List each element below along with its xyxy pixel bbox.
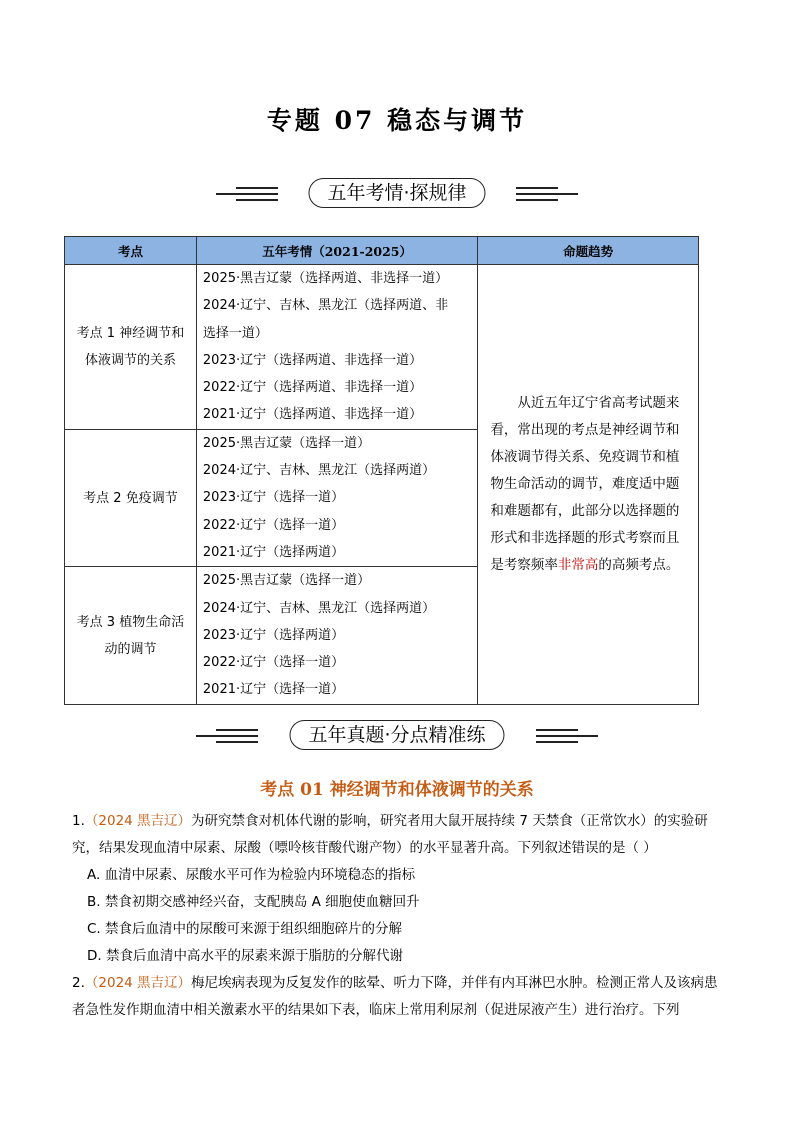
year-line: 2025·黑吉辽蒙（选择两道、非选择一道） (202, 271, 449, 286)
question-source: （2024 黑吉辽） (84, 813, 192, 829)
option-b: B. 禁食初期交感神经兴奋，支配胰岛 A 细胞使血糖回升 (87, 894, 420, 910)
exam-overview-table (64, 236, 699, 705)
year-line: 2021·辽宁（选择两道） (202, 544, 345, 560)
topic-label: 考点 1 神经调节和体液调节的关系 (76, 325, 185, 368)
table-row (65, 265, 699, 430)
question-number: 2. (72, 975, 85, 991)
year-line: 2021·辽宁（选择两道、非选择一道） (202, 407, 423, 423)
banner-label: 五年考情·探规律 (308, 178, 485, 208)
question-2 (72, 970, 724, 1024)
banner-right-decoration (516, 183, 578, 203)
trend-cell (478, 265, 699, 705)
option-a: A. 血清中尿素、尿酸水平可作为检验内环境稳态的指标 (87, 867, 416, 883)
question-number: 1. (72, 813, 85, 829)
year-line: 2021·辽宁（选择一道） (202, 682, 345, 698)
year-line: 2025·黑吉辽蒙（选择一道） (202, 435, 371, 451)
year-line: 2025·黑吉辽蒙（选择一道） (202, 573, 371, 589)
banner-right-decoration (536, 725, 598, 745)
years-cell (196, 567, 477, 704)
header-topic: 考点 (65, 237, 197, 265)
year-line: 2022·辽宁（选择两道、非选择一道） (202, 380, 423, 396)
trend-text: 从近五年辽宁省高考试题来看，常出现的考点是神经调节和体液调节得关系、免疫调节和植物生命活动的调节，难度适中题和难题都有，此部分以选择题的形式和非选择题的形式考察而且是考察频率 (490, 394, 680, 573)
years-cell (196, 265, 477, 430)
question-1 (72, 808, 724, 862)
header-years: 五年考情（2021-2025） (196, 237, 477, 265)
year-line: 2022·辽宁（选择一道） (202, 517, 345, 533)
years-cell (196, 429, 477, 566)
banner-exam-overview (0, 178, 794, 210)
question-stem: 梅尼埃病表现为反复发作的眩晕、听力下降，并伴有内耳淋巴水肿。检测正常人及该病患者急性发作期血清中相关激素水平的结果如下表，临床上常用利尿剂（促进尿液产生）进行治疗。下列 (72, 975, 718, 1018)
page-title: 专题 07 稳态与调节 (266, 106, 528, 135)
year-line: 2023·辽宁（选择两道） (202, 627, 345, 643)
topic-label: 考点 3 植物生命活动的调节 (76, 614, 185, 657)
banner-label: 五年真题·分点精准练 (289, 720, 504, 750)
question-source: （2024 黑吉辽） (84, 975, 192, 991)
table-header-row (65, 237, 699, 265)
trend-highlight: 非常高 (557, 556, 599, 573)
topic-cell (65, 265, 197, 430)
option-d: D. 禁食后血清中高水平的尿素来源于脂肪的分解代谢 (87, 948, 403, 964)
question-stem: 为研究禁食对机体代谢的影响，研究者用大鼠开展持续 7 天禁食（正常饮水）的实验研究，结果发现血清中尿素、尿酸（嘌呤核苷酸代谢产物）的水平显著升高。下列叙述错误的是（ ） (72, 813, 708, 856)
topic-label: 考点 2 免疫调节 (83, 490, 178, 506)
year-line: 2023·辽宁（选择一道） (202, 490, 345, 506)
banner-left-decoration (196, 725, 258, 745)
year-line: 2023·辽宁（选择两道、非选择一道） (202, 352, 423, 368)
banner-left-decoration (216, 183, 278, 203)
option-c: C. 禁食后血清中的尿酸可来源于组织细胞碎片的分解 (87, 921, 403, 937)
year-line: 2024·辽宁、吉林、黑龙江（选择两道） (202, 600, 436, 616)
year-line: 2024·辽宁、吉林、黑龙江（选择两道） (202, 463, 436, 479)
header-trend: 命题趋势 (478, 237, 699, 265)
year-line: 2022·辽宁（选择一道） (202, 655, 345, 671)
topic-cell (65, 429, 197, 566)
year-line: 选择一道） (202, 325, 268, 341)
topic-cell (65, 567, 197, 704)
section-title: 考点 01 神经调节和体液调节的关系 (260, 780, 534, 800)
trend-text-end: 的高频考点。 (598, 556, 680, 573)
banner-practice (0, 720, 794, 752)
year-line: 2024·辽宁、吉林、黑龙江（选择两道、非 (202, 298, 449, 314)
